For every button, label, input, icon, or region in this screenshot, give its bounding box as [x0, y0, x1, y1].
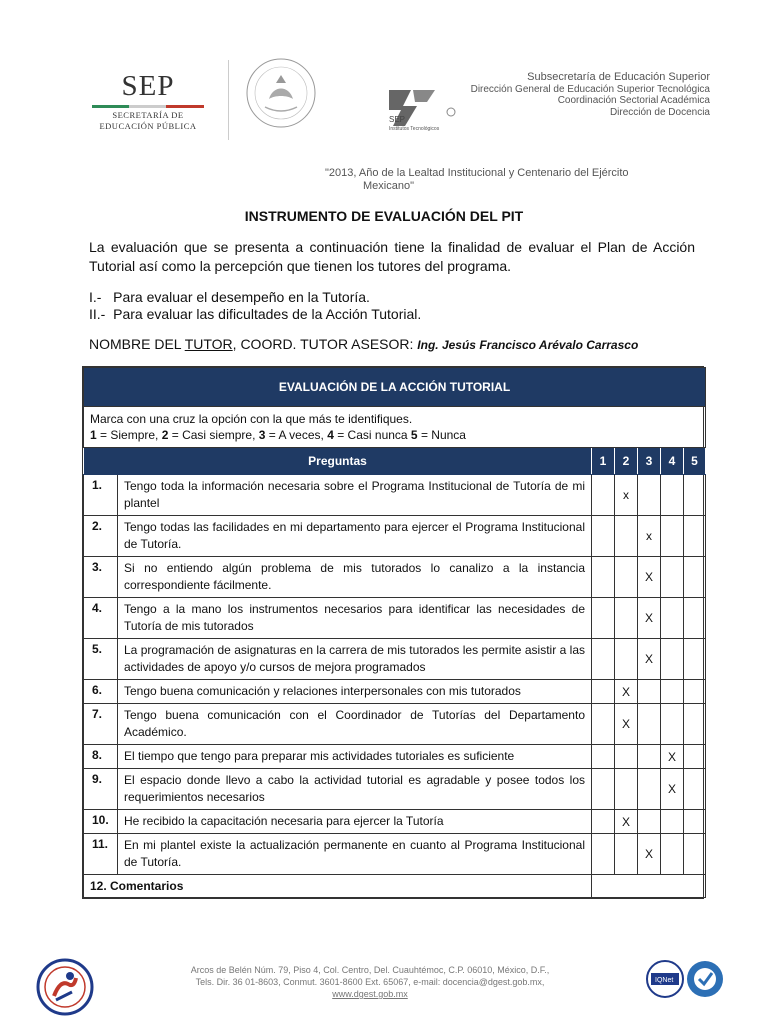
scale-text: = A veces,: [265, 428, 328, 442]
rating-cell-3[interactable]: X: [638, 557, 661, 598]
rating-cell-5[interactable]: [684, 769, 706, 810]
table-row: [84, 516, 706, 557]
rating-cell-5[interactable]: [684, 475, 706, 516]
rating-cell-5[interactable]: [684, 516, 706, 557]
table-row: [84, 598, 706, 639]
motto-line-1: "2013, Año de la Lealtad Institucional y Centenario del Ejército: [325, 167, 629, 179]
rating-cell-5[interactable]: [684, 745, 706, 769]
purpose-item: II.- Para evaluar las dificultades de la Acción Tutorial.: [89, 306, 422, 322]
table-instructions: [84, 407, 706, 448]
rating-cell-3[interactable]: [638, 769, 661, 810]
col-header-4: 4: [661, 448, 684, 475]
rating-cell-4[interactable]: [661, 704, 684, 745]
sep-logo-sub2: EDUCACIÓN PÚBLICA: [99, 121, 197, 131]
sep-logo-sub1: SECRETARÍA DE: [112, 110, 184, 120]
table-row: [84, 745, 706, 769]
question-text: La programación de asignaturas en la carrera de mis tutorados les permite asistir a las actividades de apoyo y/o cursos de mejora programados: [118, 639, 592, 680]
rating-cell-5[interactable]: [684, 557, 706, 598]
motto: [325, 167, 695, 193]
rating-cell-5[interactable]: [684, 704, 706, 745]
rating-cell-5[interactable]: [684, 639, 706, 680]
rating-cell-2[interactable]: X: [615, 810, 638, 834]
rating-cell-3[interactable]: x: [638, 516, 661, 557]
rating-cell-2[interactable]: [615, 557, 638, 598]
intro-paragraph: La evaluación que se presenta a continuación tiene la finalidad de evaluar el Plan de Acción Tutorial así como la percepción que tienen los tutores del programa.: [89, 239, 695, 274]
comments-field[interactable]: [592, 875, 706, 898]
rating-cell-5[interactable]: [684, 834, 706, 875]
question-text: Tengo buena comunicación con el Coordinador de Tutorías del Departamento Académico.: [118, 704, 592, 745]
tutor-mid: , COORD. TUTOR ASESOR:: [232, 336, 418, 352]
header-line-4: Dirección de Docencia: [609, 106, 710, 118]
rating-cell-2[interactable]: [615, 769, 638, 810]
col-header-2: 2: [615, 448, 638, 475]
rating-cell-1[interactable]: [592, 745, 615, 769]
rating-cell-3[interactable]: [638, 745, 661, 769]
tutor-prefix: NOMBRE DEL: [89, 336, 185, 352]
rating-cell-3[interactable]: [638, 475, 661, 516]
question-text: Tengo toda la información necesaria sobre el Programa Institucional de Tutoría de mi plantel: [118, 475, 592, 516]
question-text: Tengo a la mano los instrumentos necesarios para identificar las necesidades de Tutoría de mis tutorados: [118, 598, 592, 639]
question-number: 5.: [84, 639, 118, 680]
rating-cell-4[interactable]: [661, 475, 684, 516]
question-text: El tiempo que tengo para preparar mis actividades tutoriales es suficiente: [118, 745, 592, 769]
tutoring-program-logo-icon: [36, 958, 94, 1016]
rating-cell-1[interactable]: [592, 769, 615, 810]
table-row: [84, 834, 706, 875]
rating-cell-3[interactable]: X: [638, 598, 661, 639]
header-institution: [471, 72, 710, 118]
scale-text: = Casi siempre,: [168, 428, 259, 442]
table-row: [84, 680, 706, 704]
rating-cell-2[interactable]: X: [615, 704, 638, 745]
rating-cell-5[interactable]: [684, 810, 706, 834]
table-row: [84, 639, 706, 680]
rating-cell-1[interactable]: [592, 516, 615, 557]
rating-cell-3[interactable]: X: [638, 639, 661, 680]
scale-text: = Siempre,: [96, 428, 162, 442]
scale-num: 5: [410, 428, 418, 442]
question-text: He recibido la capacitación necesaria para ejercer la Tutoría: [118, 810, 592, 834]
rating-cell-3[interactable]: [638, 704, 661, 745]
question-number: 7.: [84, 704, 118, 745]
comments-label: 12. Comentarios: [84, 875, 592, 898]
sep-logo: [88, 70, 208, 132]
rating-cell-2[interactable]: x: [615, 475, 638, 516]
rating-cell-4[interactable]: X: [661, 769, 684, 810]
certification-logos-icon: [645, 957, 725, 1007]
header-divider: [228, 60, 229, 140]
rating-cell-5[interactable]: [684, 598, 706, 639]
tecnm-logo-icon: [387, 88, 463, 132]
rating-cell-4[interactable]: [661, 516, 684, 557]
rating-cell-2[interactable]: X: [615, 680, 638, 704]
table-row: [84, 557, 706, 598]
table-banner: EVALUACIÓN DE LA ACCIÓN TUTORIAL: [84, 368, 706, 407]
question-number: 2.: [84, 516, 118, 557]
rating-cell-2[interactable]: [615, 745, 638, 769]
footer-address: [130, 964, 610, 1000]
rating-cell-5[interactable]: [684, 680, 706, 704]
scale-num: 2: [161, 428, 169, 442]
sep-logo-bar: [92, 105, 204, 108]
footer-website-link[interactable]: www.dgest.gob.mx: [332, 989, 408, 999]
tecnm-sub: Institutos Tecnológicos: [389, 126, 440, 132]
rating-cell-1[interactable]: [592, 475, 615, 516]
table-row: [84, 704, 706, 745]
table-row: [84, 769, 706, 810]
rating-cell-1[interactable]: [592, 557, 615, 598]
question-number: 3.: [84, 557, 118, 598]
mexico-seal-icon: [243, 55, 319, 131]
scale-num: 3: [258, 428, 266, 442]
question-text: En mi plantel existe la actualización permanente en cuanto al Programa Institucional de Tutoría.: [118, 834, 592, 875]
rating-cell-3[interactable]: X: [638, 834, 661, 875]
tecnm-label: SEP: [389, 115, 406, 124]
footer-line-2: Tels. Dir. 36 01-8603, Conmut. 3601-8600 Ext. 65067, e-mail: docencia@dgest.gob.mx,: [195, 977, 545, 987]
scale-text: = Nunca: [417, 428, 466, 442]
table-row: [84, 475, 706, 516]
sep-logo-text: SEP: [121, 70, 175, 102]
rating-cell-1[interactable]: [592, 834, 615, 875]
rating-cell-4[interactable]: [661, 557, 684, 598]
rating-cell-2[interactable]: [615, 834, 638, 875]
table-row: [84, 810, 706, 834]
question-text: Tengo buena comunicación y relaciones interpersonales con mis tutorados: [118, 680, 592, 704]
question-number: 9.: [84, 769, 118, 810]
rating-cell-1[interactable]: [592, 704, 615, 745]
col-header-5: 5: [684, 448, 706, 475]
questions-body: [84, 475, 706, 875]
rating-cell-4[interactable]: [661, 810, 684, 834]
rating-cell-1[interactable]: [592, 639, 615, 680]
header-line-2: Dirección General de Educación Superior Tecnológica: [470, 83, 710, 95]
question-number: 11.: [84, 834, 118, 875]
motto-line-2: Mexicano": [363, 180, 414, 192]
rating-cell-2[interactable]: [615, 639, 638, 680]
col-header-preguntas: Preguntas: [84, 448, 592, 475]
cert-label: IQNet: [655, 977, 674, 984]
question-number: 8.: [84, 745, 118, 769]
purpose-list: [89, 289, 421, 323]
rating-cell-3[interactable]: [638, 680, 661, 704]
header-line-1: Subsecretaría de Educación Superior: [527, 71, 710, 83]
evaluation-table: [82, 366, 704, 899]
tutor-word: TUTOR: [184, 336, 233, 352]
tutor-name: Ing. Jesús Francisco Arévalo Carrasco: [417, 338, 639, 352]
questions-header-row: [84, 448, 706, 475]
question-number: 4.: [84, 598, 118, 639]
col-header-1: 1: [592, 448, 615, 475]
question-text: Si no entiendo algún problema de mis tutorados lo canalizo a la instancia correspondiente fácilmente.: [118, 557, 592, 598]
scale-text: = Casi nunca: [333, 428, 411, 442]
document-title: INSTRUMENTO DE EVALUACIÓN DEL PIT: [244, 208, 524, 224]
purpose-item: I.- Para evaluar el desempeño en la Tutoría.: [89, 289, 370, 305]
question-number: 6.: [84, 680, 118, 704]
rating-cell-3[interactable]: [638, 810, 661, 834]
col-header-3: 3: [638, 448, 661, 475]
rating-cell-4[interactable]: [661, 598, 684, 639]
rating-cell-4[interactable]: [661, 834, 684, 875]
question-text: Tengo todas las facilidades en mi departamento para ejercer el Programa Institucional de Tutoría.: [118, 516, 592, 557]
rating-cell-1[interactable]: [592, 810, 615, 834]
tutor-line: [89, 336, 638, 352]
question-number: 1.: [84, 475, 118, 516]
question-number: 10.: [84, 810, 118, 834]
rating-cell-2[interactable]: [615, 598, 638, 639]
rating-cell-4[interactable]: X: [661, 745, 684, 769]
scale-num: 1: [90, 428, 97, 442]
header-line-3: Coordinación Sectorial Académica: [557, 95, 710, 106]
scale-legend: [90, 427, 699, 443]
scale-num: 4: [327, 428, 334, 442]
rating-cell-4[interactable]: [661, 639, 684, 680]
rating-cell-2[interactable]: [615, 516, 638, 557]
footer-line-1: Arcos de Belén Núm. 79, Piso 4, Col. Centro, Del. Cuauhtémoc, C.P. 06010, México, D.F.,: [190, 965, 550, 975]
rating-cell-1[interactable]: [592, 598, 615, 639]
rating-cell-4[interactable]: [661, 680, 684, 704]
rating-cell-1[interactable]: [592, 680, 615, 704]
instructions-line: Marca con una cruz la opción con la que más te identifiques.: [90, 412, 413, 426]
question-text: El espacio donde llevo a cabo la actividad tutorial es agradable y posee todos los requerimientos necesarios: [118, 769, 592, 810]
